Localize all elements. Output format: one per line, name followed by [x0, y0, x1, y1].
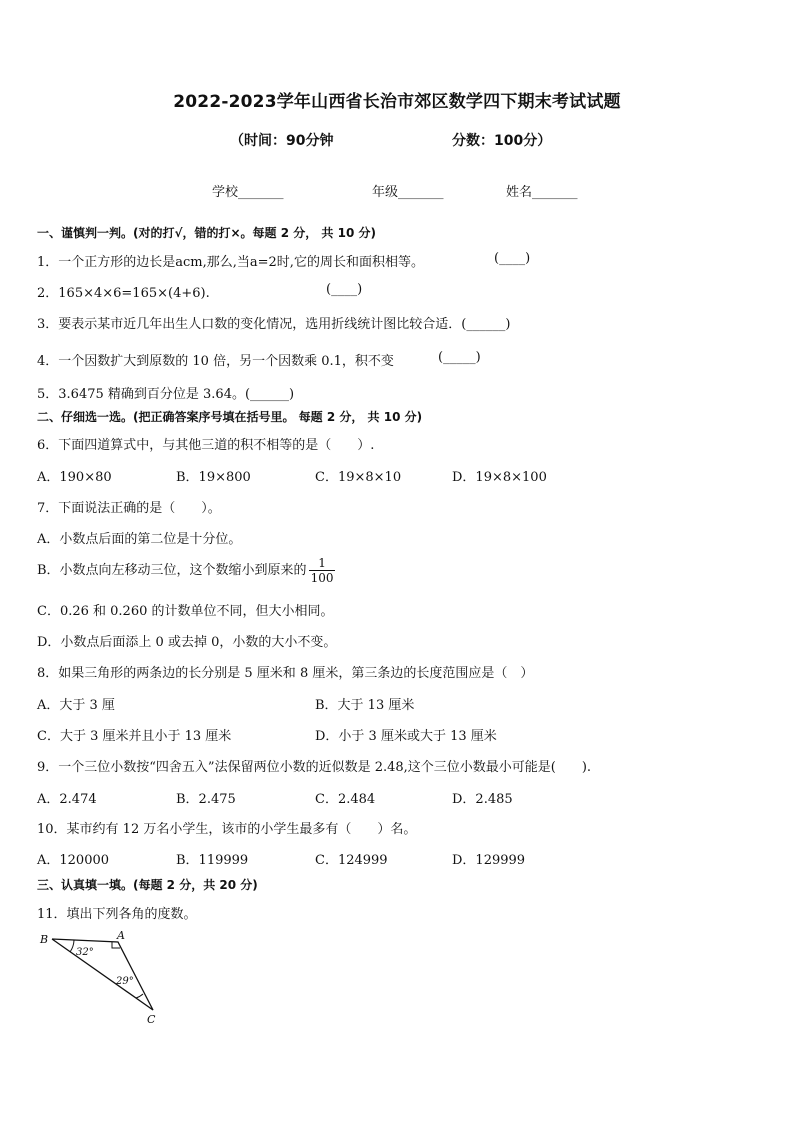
question-3: 3．要表示某市近几年出生人口数的变化情况，选用折线统计图比较合适．(______) [37, 317, 511, 332]
q10-option-b: B．119999 [176, 853, 249, 868]
q8-option-c: C．大于 3 厘米并且小于 13 厘米 [37, 729, 232, 744]
q10-option-d: D．129999 [452, 853, 526, 868]
triangle-outline [52, 939, 153, 1010]
fraction [309, 556, 336, 585]
question-8: 8．如果三角形的两条边的长分别是 5 厘米和 8 厘米，第三条边的长度范围应是（ ） [37, 666, 534, 681]
question-6: 6．下面四道算式中，与其他三道的积不相等的是（ ）. [37, 438, 375, 453]
name-field: 姓名_______ [506, 185, 578, 200]
angle-b-arc [70, 941, 74, 953]
question-9: 9．一个三位小数按“四舍五入”法保留两位小数的近似数是 2.48,这个三位小数最小可能是( ). [37, 760, 592, 775]
question-10: 10．某市约有 12 万名小学生，该市的小学生最多有（ ）名。 [37, 822, 417, 837]
triangle-figure [36, 928, 166, 1024]
vertex-c-label: C [147, 1013, 156, 1024]
question-4-blank: (_____) [438, 350, 481, 365]
q10-option-a: A．120000 [37, 853, 110, 868]
q9-option-a: A．2.474 [37, 792, 97, 807]
angle-c-arc [136, 994, 143, 998]
exam-score: 分数：100分） [452, 133, 552, 149]
page-title: 2022-2023学年山西省长治市郊区数学四下期末考试试题 [173, 92, 621, 112]
vertex-b-label: B [40, 933, 49, 946]
question-5: 5．3.6475 精确到百分位是 3.64。(______) [37, 387, 295, 402]
question-2: 2．165×4×6=165×(4+6). [37, 286, 210, 301]
question-4: 4．一个因数扩大到原数的 10 倍，另一个因数乘 0.1，积不变 [37, 354, 394, 369]
question-1: 1．一个正方形的边长是acm,那么,当a=2时,它的周长和面积相等。 [37, 255, 424, 270]
q9-option-c: C．2.484 [315, 792, 376, 807]
q7-option-a: A．小数点后面的第二位是十分位。 [37, 532, 242, 547]
q6-option-b: B．19×800 [176, 470, 251, 485]
q6-option-a: A．190×80 [37, 470, 112, 485]
section3-heading: 三、认真填一填。(每题 2 分，共 20 分) [37, 878, 258, 892]
q8-option-a: A．大于 3 厘 [37, 698, 115, 713]
q10-option-c: C．124999 [315, 853, 388, 868]
question-1-blank: (____) [494, 251, 531, 266]
q7-option-d: D．小数点后面添上 0 或去掉 0，小数的大小不变。 [37, 635, 337, 650]
section2-heading: 二、仔细选一选。(把正确答案序号填在括号里。 每题 2 分， 共 10 分) [37, 410, 423, 424]
q9-option-d: D．2.485 [452, 792, 513, 807]
q8-option-d: D．小于 3 厘米或大于 13 厘米 [315, 729, 497, 744]
q8-option-b: B．大于 13 厘米 [315, 698, 415, 713]
fraction-numerator: 1 [309, 556, 336, 571]
fraction-denominator: 100 [310, 571, 334, 585]
vertex-a-label: A [117, 929, 125, 942]
q7-option-b-text: B．小数点向左移动三位，这个数缩小到原来的 [37, 563, 307, 578]
angle-c-label: 29° [116, 976, 134, 987]
q9-option-b: B．2.475 [176, 792, 236, 807]
question-7: 7．下面说法正确的是（ ）。 [37, 501, 221, 516]
question-11: 11．填出下列各角的度数。 [37, 907, 197, 922]
q6-option-c: C．19×8×10 [315, 470, 402, 485]
section1-heading: 一、谨慎判一判。(对的打√，错的打×。每题 2 分， 共 10 分) [37, 226, 376, 240]
school-field: 学校_______ [212, 185, 284, 200]
grade-field: 年级_______ [372, 185, 444, 200]
question-2-blank: (____) [326, 282, 363, 297]
q6-option-d: D．19×8×100 [452, 470, 547, 485]
exam-time: （时间：90分钟 [230, 133, 334, 149]
q7-option-b [37, 556, 335, 585]
q7-option-c: C．0.26 和 0.260 的计数单位不同，但大小相同。 [37, 604, 334, 619]
angle-b-label: 32° [76, 947, 94, 958]
